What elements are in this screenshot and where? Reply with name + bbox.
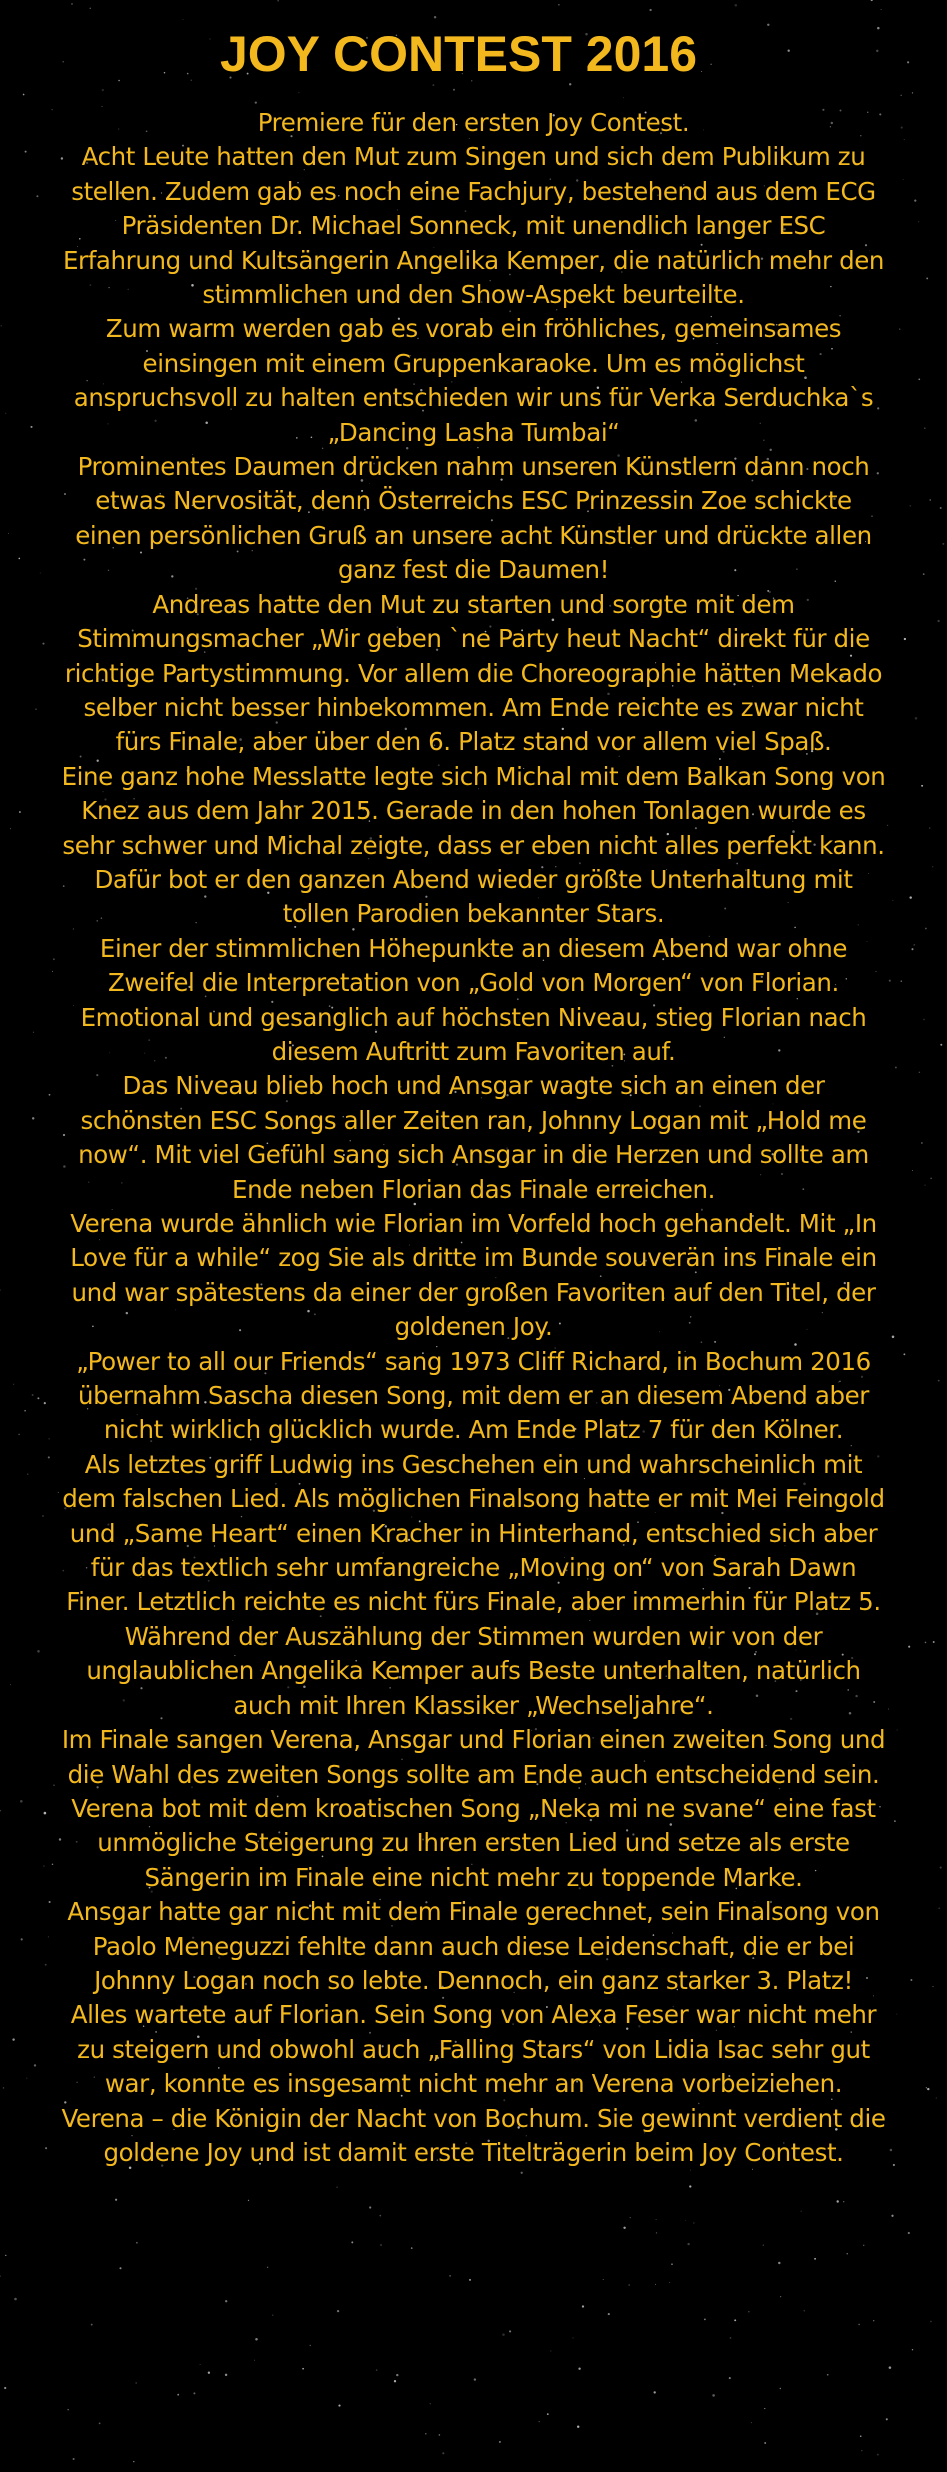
star-dot bbox=[0, 2275, 1, 2276]
star-dot bbox=[550, 2350, 551, 2351]
star-dot bbox=[502, 2333, 505, 2336]
star-dot bbox=[577, 2426, 579, 2428]
star-dot bbox=[751, 2422, 752, 2423]
paragraph-ansgar: Das Niveau blieb hoch und Ansgar wagte sich an einen der schönsten ESC Songs aller Zeiten ran, Johnny Logan mit „Hold me now“. Mit viel Gefühl sang sich Ansgar in die Herzen und sollte am Ende neben Florian das Finale erreichen. bbox=[78, 1071, 869, 1204]
star-dot bbox=[654, 2391, 656, 2393]
star-dot bbox=[656, 2232, 657, 2233]
star-dot bbox=[254, 2360, 255, 2361]
article-body bbox=[60, 106, 887, 2170]
star-dot bbox=[499, 2441, 501, 2443]
star-dot bbox=[764, 2442, 766, 2444]
star-dot bbox=[891, 2215, 893, 2217]
star-dot bbox=[302, 2368, 304, 2370]
star-dot bbox=[764, 2408, 765, 2409]
star-dot bbox=[136, 2383, 137, 2384]
star-dot bbox=[449, 2275, 451, 2277]
paragraph-warmup-karaoke: Zum warm werden gab es vorab ein fröhliches, gemeinsames einsingen mit einem Gruppenkaraoke. Um es möglichst anspruchsvoll zu halten entschieden wir uns für Verka Serduchka`s „Dancing Lasha Tumbai“ bbox=[73, 314, 874, 447]
star-dot bbox=[442, 2452, 444, 2454]
star-dot bbox=[4, 2387, 6, 2389]
star-dot bbox=[730, 2337, 732, 2339]
star-dot bbox=[656, 2219, 657, 2220]
star-dot bbox=[814, 2258, 816, 2260]
star-dot bbox=[539, 2421, 540, 2422]
page-title: JOY CONTEST 2016 bbox=[219, 26, 698, 82]
star-dot bbox=[671, 2263, 673, 2265]
star-dot bbox=[474, 2378, 476, 2380]
star-dot bbox=[5, 2255, 6, 2256]
star-dot bbox=[73, 2458, 75, 2460]
star-dot bbox=[780, 2296, 781, 2297]
star-dot bbox=[439, 2434, 441, 2436]
star-dot bbox=[804, 2310, 806, 2312]
paragraph-final-ansgar: Ansgar hatte gar nicht mit dem Finale gerechnet, sein Finalsong von Paolo Meneguzzi fehlte dann auch diese Leidenschaft, die er bei Johnny Logan noch so lebte. Dennoch, ein ganz starker 3. Platz! bbox=[67, 1897, 880, 1995]
paragraph-vote-counting: Während der Auszählung der Stimmen wurden wir von der unglaublichen Angelika Kemper aufs Beste unterhalten, natürlich auch mit Ihren Klassiker „Wechseljahre“. bbox=[86, 1621, 861, 1720]
star-dot bbox=[578, 2368, 580, 2370]
star-dot bbox=[425, 2433, 427, 2435]
star-dot bbox=[748, 2311, 749, 2312]
star-dot bbox=[369, 2206, 371, 2208]
star-dot bbox=[873, 2320, 874, 2321]
star-dot bbox=[734, 2319, 736, 2321]
star-dot bbox=[310, 2345, 311, 2346]
star-dot bbox=[133, 2461, 134, 2462]
star-dot bbox=[200, 2364, 201, 2365]
star-dot bbox=[338, 2405, 340, 2407]
paragraph-andreas: Andreas hatte den Mut zu starten und sorgte mit dem Stimmungsmacher „Wir geben `ne Party heut Nacht“ direkt für die richtige Partystimmung. Vor allem die Choreographie hätten Mekado selber nicht besser hinbekommen. Am Ende reichte es zwar nicht fürs Finale, aber über den 6. Platz stand vor allem viel Spaß. bbox=[64, 589, 883, 757]
paragraph-michal: Eine ganz hohe Messlatte legte sich Michal mit dem Balkan Song von Knez aus dem Jahr 2015. Gerade in den hohen Tonlagen wurde es sehr schwer und Michal zeigte, dass er eben nicht alles perfekt kann. Dafür bot er den ganzen Abend wieder größte Unterhaltung mit tollen Parodien bekannter Stars. bbox=[61, 761, 886, 929]
star-dot bbox=[267, 2267, 268, 2268]
star-dot bbox=[801, 2211, 802, 2212]
star-dot bbox=[630, 2217, 631, 2218]
star-dot bbox=[886, 2418, 888, 2420]
star-dot bbox=[376, 2369, 377, 2370]
star-dot bbox=[712, 2394, 715, 2397]
star-dot bbox=[930, 2321, 932, 2323]
star-dot bbox=[908, 2232, 910, 2234]
star-dot bbox=[379, 2215, 381, 2217]
star-dot bbox=[863, 2245, 864, 2246]
star-dot bbox=[780, 2388, 781, 2389]
paragraph-premiere: Premiere für den ersten Joy Contest. bbox=[257, 108, 690, 137]
star-dot bbox=[687, 2243, 689, 2245]
star-dot bbox=[655, 2284, 656, 2285]
star-dot bbox=[704, 2318, 706, 2320]
star-dot bbox=[225, 2300, 227, 2302]
star-dot bbox=[693, 2223, 694, 2224]
star-dot bbox=[603, 2279, 604, 2280]
star-dot bbox=[608, 2313, 610, 2315]
star-dot bbox=[509, 2330, 511, 2332]
star-dot bbox=[99, 2423, 101, 2425]
star-dot bbox=[572, 2337, 573, 2338]
star-dot bbox=[582, 2305, 584, 2307]
paragraph-participants-jury: Acht Leute hatten den Mut zum Singen und sich dem Publikum zu stellen. Zudem gab es noch eine Fachjury, bestehend aus dem ECG Präsidenten Dr. Michael Sonneck, mit unendlich langer ESC Erfahrung und Kultsängerin Angelika Kemper, die natürlich mehr den stimmlichen und den Show-Aspekt beurteilte. bbox=[62, 142, 885, 310]
star-dot bbox=[411, 2247, 413, 2249]
star-dot bbox=[272, 2314, 273, 2315]
star-dot bbox=[248, 2200, 249, 2201]
star-dot bbox=[337, 2310, 339, 2312]
star-dot bbox=[889, 2366, 892, 2369]
paragraph-zoe-greeting: Prominentes Daumen drücken nahm unseren Künstlern dann noch etwas Nervosität, denn Österreichs ESC Prinzessin Zoe schickte einen persönlichen Gruß an unsere acht Künstler und drückte allen ganz fest die Daumen! bbox=[75, 452, 872, 585]
star-dot bbox=[827, 2374, 829, 2376]
star-dot bbox=[847, 2253, 848, 2254]
star-dot bbox=[877, 2454, 879, 2456]
star-dot bbox=[351, 2241, 353, 2243]
star-dot bbox=[763, 2245, 764, 2246]
star-dot bbox=[858, 2324, 859, 2325]
star-dot bbox=[208, 2372, 210, 2374]
star-dot bbox=[68, 2409, 69, 2410]
star-dot bbox=[861, 2450, 862, 2451]
star-dot bbox=[394, 2380, 396, 2382]
paragraph-final-florian: Alles wartete auf Florian. Sein Song von Alexa Feser war nicht mehr zu steigern und obwohl auch „Falling Stars“ von Lidia Isac sehr gut war, konnte es insgesamt nicht mehr an Verena vorbeiziehen. bbox=[70, 2000, 877, 2099]
star-dot bbox=[177, 2394, 179, 2396]
star-dot bbox=[623, 2227, 625, 2229]
star-dot bbox=[119, 2267, 121, 2269]
star-dot bbox=[225, 2374, 227, 2376]
star-dot bbox=[396, 2374, 398, 2376]
star-dot bbox=[912, 2349, 913, 2350]
star-dot bbox=[778, 2262, 780, 2264]
paragraph-winner: Verena – die Königin der Nacht von Bochum. Sie gewinnt verdient die goldene Joy und ist damit erste Titelträgerin beim Joy Contest. bbox=[61, 2103, 886, 2167]
paragraph-florian: Einer der stimmlichen Höhepunkte an diesem Abend war ohne Zweifel die Interpretation von „Gold von Morgen“ von Florian. Emotional und gesanglich auf höchsten Niveau, stieg Florian nach diesem Auftritt zum Favoriten auf. bbox=[80, 933, 867, 1066]
star-dot bbox=[837, 2200, 839, 2202]
star-dot bbox=[91, 2324, 93, 2326]
star-dot bbox=[14, 2298, 17, 2301]
star-dot bbox=[685, 2220, 686, 2221]
star-dot bbox=[469, 2279, 471, 2281]
star-dot bbox=[115, 2199, 117, 2201]
star-dot bbox=[547, 2413, 549, 2415]
star-dot bbox=[380, 2244, 382, 2246]
star-dot bbox=[860, 2435, 862, 2437]
star-dot bbox=[255, 2338, 258, 2341]
star-dot bbox=[843, 2201, 844, 2202]
paragraph-final-verena: Im Finale sangen Verena, Ansgar und Florian einen zweiten Song und die Wahl des zweiten Songs sollte am Ende auch entscheidend sein. Verena bot mit dem kroatischen Song „Neka mi ne svane“ eine fast unmögliche Steigerung zu Ihren ersten Lied und setze als erste Sängerin im Finale eine nicht mehr zu toppende Marke. bbox=[61, 1725, 886, 1892]
star-dot bbox=[628, 2284, 630, 2286]
star-dot bbox=[669, 2282, 670, 2283]
star-dot bbox=[689, 2185, 691, 2187]
paragraph-verena: Verena wurde ähnlich wie Florian im Vorfeld hoch gehandelt. Mit „In Love für a while“ zog Sie als dritte im Bunde souverän ins Finale ein und war spätestens da einer der großen Favoriten auf den Titel, der goldenen Joy. bbox=[70, 1209, 877, 1342]
star-dot bbox=[193, 2392, 195, 2394]
star-dot bbox=[729, 2377, 731, 2379]
paragraph-sascha: „Power to all our Friends“ sang 1973 Cliff Richard, in Bochum 2016 übernahm Sascha diesen Song, mit dem er an diesem Abend aber nicht wirklich glücklich wurde. Am Ende Platz 7 für den Kölner. bbox=[76, 1346, 871, 1445]
star-dot bbox=[336, 2186, 338, 2188]
star-dot bbox=[430, 2403, 431, 2404]
star-dot bbox=[521, 2172, 523, 2174]
paragraph-ludwig: Als letztes griff Ludwig ins Geschehen ein und wahrscheinlich mit dem falschen Lied. Als möglichen Finalsong hatte er mit Mei Feingold und „Same Heart“ einen Kracher in Hinterhand, entschied sich aber für das textlich sehr umfangreiche „Moving on“ von Sarah Dawn Finer. Letztlich reichte es nicht fürs Finale, aber immerhin für Platz 5. bbox=[62, 1449, 885, 1617]
star-dot bbox=[136, 2242, 138, 2244]
